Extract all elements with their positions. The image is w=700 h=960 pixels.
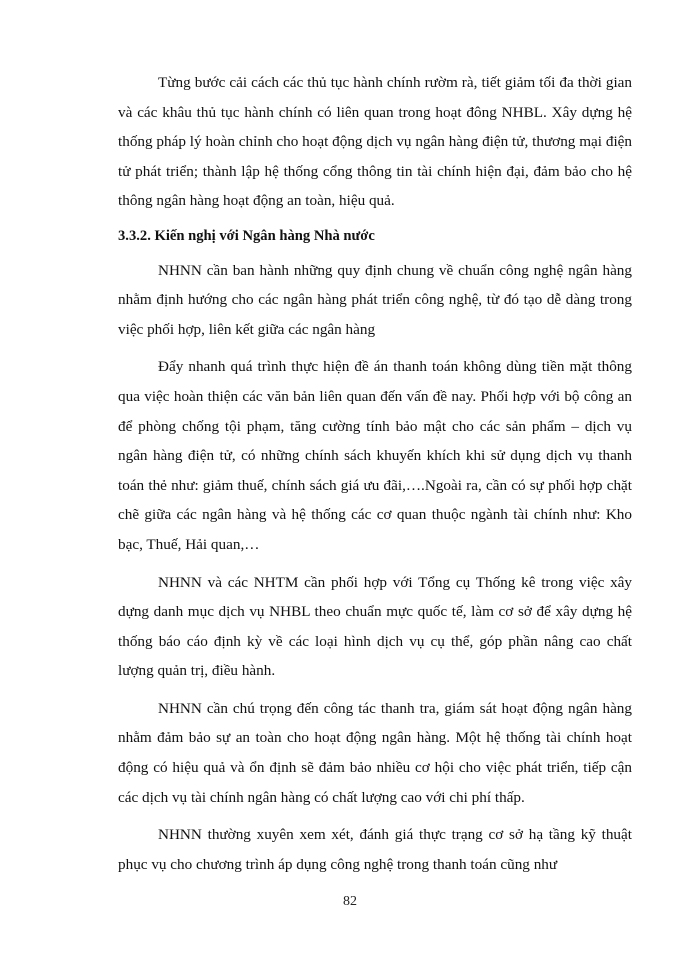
paragraph-admin-reform: Từng bước cải cách các thủ tục hành chính rườm rà, tiết giảm tối đa thời gian và các khâu thủ tục hành chính có liên quan trong hoạt đông NHBL. Xây dựng hệ thống pháp lý hoàn chỉnh cho hoạt động dịch vụ ngân hàng điện tử, thương mại điện tử phát triển; thành lập hệ thống cổng thông tin tài chính hiện đại, đảm bảo cho hệ thông ngân hàng hoạt động an toàn, hiệu quả. [118, 74, 632, 210]
section-heading: 3.3.2. Kiến nghị với Ngân hàng Nhà nước [118, 227, 375, 244]
paragraph-infrastructure-review: NHNN thường xuyên xem xét, đánh giá thực trạng cơ sở hạ tầng kỹ thuật phục vụ cho chương trình áp dụng công nghệ trong thanh toán cũng như [118, 826, 632, 873]
paragraph-cashless-payment: Đẩy nhanh quá trình thực hiện đề án thanh toán không dùng tiền mặt thông qua việc hoàn thiện các văn bản liên quan đến vấn đề nay. Phối hợp với bộ công an để phòng chống tội phạm, tăng cường tính bảo mật cho các sản phẩm – dịch vụ ngân hàng điện tử, có những chính sách khuyến khích khi sử dụng dịch vụ thanh toán thẻ như: giảm thuế, chính sách giá ưu đãi,….Ngoài ra, cần có sự phối hợp chặt chẽ giữa các ngân hàng và hệ thống các cơ quan thuộc ngành tài chính như: Kho bạc, Thuế, Hải quan,… [118, 358, 632, 553]
paragraph-statistics-coordination: NHNN và các NHTM cần phối hợp với Tổng cụ Thống kê trong việc xây dựng danh mục dịch vụ NHBL theo chuẩn mực quốc tế, làm cơ sở để xây dựng hệ thống báo cáo định kỳ về các loại hình dịch vụ cụ thể, góp phần nâng cao chất lượng quản trị, điều hành. [118, 573, 632, 680]
page-number: 82 [343, 894, 357, 909]
paragraph-tech-standards: NHNN cần ban hành những quy định chung về chuẩn công nghệ ngân hàng nhằm định hướng cho các ngân hàng phát triển công nghệ, từ đó tạo dễ dàng trong việc phối hợp, liên kết giữa các ngân hàng [118, 261, 632, 338]
page-body [118, 68, 632, 879]
paragraph-inspection-supervision: NHNN cần chú trọng đến công tác thanh tra, giám sát hoạt động ngân hàng nhằm đảm bảo sự an toàn cho hoạt động ngân hàng. Một hệ thống tài chính hoạt động có hiệu quả và ổn định sẽ đảm bảo nhiều cơ hội cho việc phát triển, tiếp cận các dịch vụ tài chính ngân hàng có chất lượng cao với chi phí thấp. [118, 699, 632, 806]
